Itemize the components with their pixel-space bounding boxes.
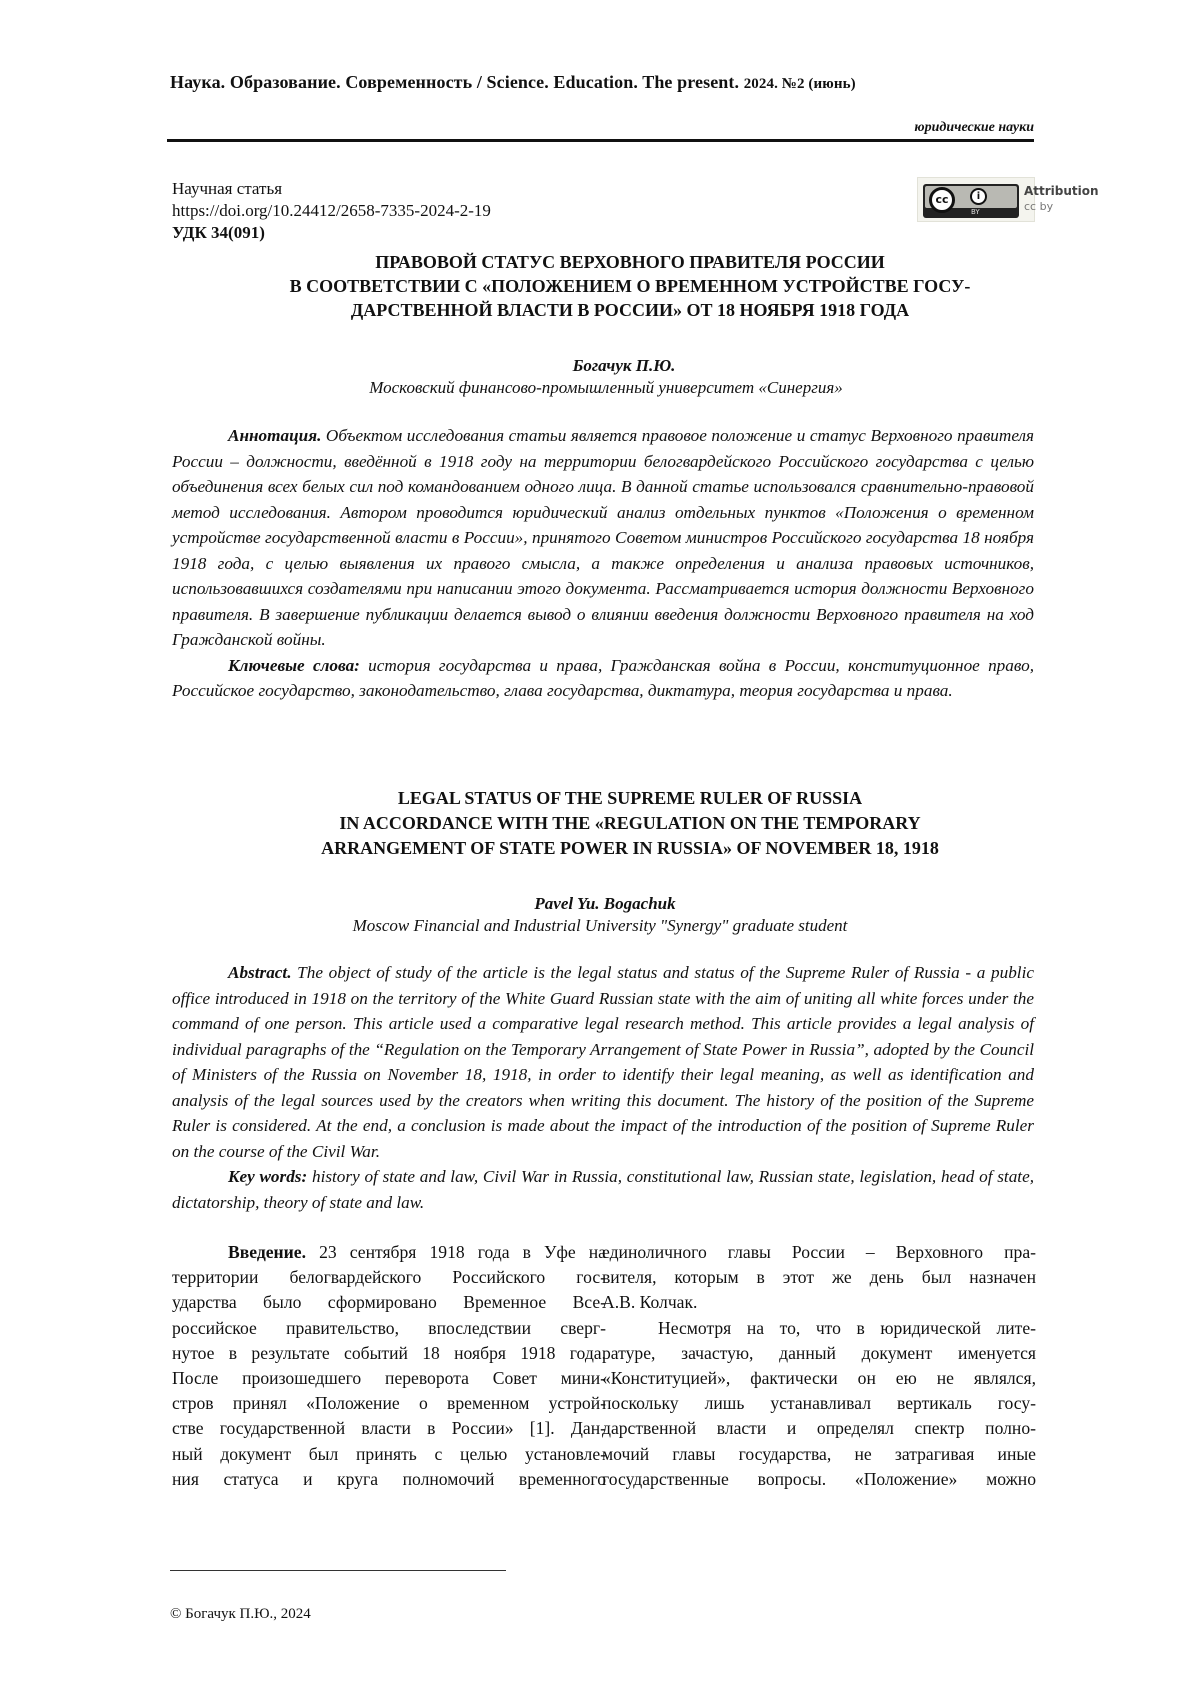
- author-affiliation-en: Moscow Financial and Industrial University "Synergy" graduate student: [352, 916, 848, 935]
- author-block-en: [0, 893, 1200, 937]
- cc-logo-box: [923, 184, 1019, 218]
- keywords-text-en: history of state and law, Civil War in Russia, constitutional law, Russian state, legislation, head of state, dictatorship, theory of state and law.: [172, 1167, 1034, 1212]
- author-name-ru: Богачук П.Ю.: [572, 356, 676, 375]
- keywords-label-en: Key words:: [228, 1167, 308, 1186]
- body-line: ный документ был принять с целью установле-: [172, 1443, 606, 1464]
- abstract-label-en: Abstract.: [228, 963, 292, 982]
- license-text: [1024, 183, 1099, 215]
- body-column-right: [602, 1240, 1036, 1492]
- cc-icon: cc: [929, 187, 955, 213]
- abstract-label-ru: Аннотация.: [228, 426, 322, 445]
- body-line-text: Несмотря на то, что в юридической лите-: [658, 1317, 1036, 1338]
- title-en-line: ARRANGEMENT OF STATE POWER IN RUSSIA» OF NOVEMBER 18, 1918: [321, 838, 939, 858]
- by-person-icon: i: [970, 188, 987, 205]
- section-label: юридические науки: [914, 120, 1034, 135]
- body-line: ударства было сформировано Временное Все-: [172, 1292, 606, 1313]
- title-en-line: LEGAL STATUS OF THE SUPREME RULER OF RUSSIA: [397, 788, 863, 808]
- author-name-en: Pavel Yu. Bogachuk: [534, 894, 676, 913]
- body-line: единоличного главы России – Верховного пра-: [602, 1242, 1036, 1262]
- body-line-text: 23 сентября 1918 года в Уфе на: [319, 1242, 606, 1262]
- footnote-divider: [170, 1570, 506, 1571]
- body-line: стве государственной власти в России» [1]. Дан-: [172, 1418, 606, 1439]
- body-line: стров принял «Положение о временном устрой-: [172, 1393, 606, 1414]
- body-line: А.В. Колчак.: [602, 1292, 698, 1313]
- license-subtitle: cc by: [1024, 200, 1054, 213]
- udk-code: УДК 34(091): [172, 223, 265, 242]
- body-line: дарственной власти и определял спектр полно-: [602, 1418, 1036, 1439]
- author-affiliation-ru: Московский финансово-промышленный университет «Синергия»: [369, 378, 843, 397]
- intro-label: Введение.: [228, 1242, 307, 1262]
- body-line: ратуре, зачастую, данный документ именуется: [602, 1342, 1036, 1363]
- body-line: вителя, которым в этот же день был назначен: [602, 1267, 1036, 1288]
- title-ru-line: ДАРСТВЕННОЙ ВЛАСТИ В РОССИИ» ОТ 18 НОЯБРЯ 1918 ГОДА: [350, 300, 910, 320]
- cc-by-license-badge[interactable]: [917, 177, 1099, 222]
- body-line: [172, 1240, 606, 1265]
- body-line: После произошедшего переворота Совет мини-: [172, 1368, 606, 1389]
- author-block-ru: [0, 355, 1200, 399]
- abstract-ru: [172, 423, 1034, 704]
- abstract-text-ru: Объектом исследования статьи является правовое положение и статус Верховного правителя России – должности, введённой в 1918 году на территории белогвардейского Российского государства с целью объединения всех белых сил под командованием одного лица. В данной статье использовался сравнительно-правовой метод исследования. Автором проводится юридический анализ отдельных пунктов «Положения о временном устройстве государственной власти в России», принятого Советом министров Российского государства 18 ноября 1918 года, с целью выявления их правого смысла, а также определения и анализа правовых источников, использовавшихся создателями при написании этого документа. Рассматривается история должности Верховного правителя. В завершение публикации делается вывод о влиянии введения должности Верховного правителя на ход Гражданской войны.: [172, 426, 1034, 649]
- by-label: BY: [971, 208, 980, 216]
- journal-header: [170, 72, 856, 93]
- body-line: государственные вопросы. «Положение» можно: [602, 1468, 1036, 1489]
- journal-issue: 2024. №2 (июнь): [743, 76, 856, 92]
- body-line: «Конституцией», фактически он ею не являлся,: [602, 1368, 1036, 1389]
- title-ru-line: ПРАВОВОЙ СТАТУС ВЕРХОВНОГО ПРАВИТЕЛЯ РОССИИ: [375, 252, 885, 272]
- body-line: мочий главы государства, не затрагивая иные: [602, 1443, 1036, 1464]
- body-line: нутое в результате событий 18 ноября 1918 года.: [172, 1342, 606, 1363]
- license-title: Attribution: [1024, 184, 1099, 198]
- title-en-line: IN ACCORDANCE WITH THE «REGULATION ON THE TEMPORARY: [339, 813, 921, 833]
- body-line: территории белогвардейского Российского гос-: [172, 1267, 606, 1288]
- article-title-en: [230, 786, 1030, 861]
- body-line: ния статуса и круга полномочий временного: [172, 1468, 606, 1489]
- article-meta: [172, 178, 491, 244]
- body-column-left: [172, 1240, 606, 1492]
- copyright-notice: © Богачук П.Ю., 2024: [170, 1606, 311, 1622]
- body-line: поскольку лишь устанавливал вертикаль госу-: [602, 1393, 1036, 1414]
- abstract-text-en: The object of study of the article is the legal status and status of the Supreme Ruler of Russia - a public office introduced in 1918 on the territory of the White Guard Russian state with the aim of uniting all white forces under the command of one person. This article used a comparative legal research method. This article provides a legal analysis of individual paragraphs of the “Regulation on the Temporary Arrangement of State Power in Russia”, adopted by the Council of Ministers of the Russia on November 18, 1918, in order to identify their legal meaning, as well as identification and analysis of the legal sources used by the creators when writing this document. The history of the position of the Supreme Ruler is considered. At the end, a conclusion is made about the impact of the introduction of the position of Supreme Ruler on the course of the Civil War.: [172, 963, 1034, 1161]
- abstract-en: [172, 960, 1034, 1215]
- journal-title: Наука. Образование. Современность / Science. Education. The present.: [170, 72, 740, 92]
- article-title-ru: [230, 250, 1030, 322]
- header-divider: [167, 139, 1034, 142]
- article-type: Научная статья: [172, 179, 283, 198]
- keywords-label-ru: Ключевые слова:: [228, 655, 360, 675]
- doi-link[interactable]: https://doi.org/10.24412/2658-7335-2024-2-19: [172, 201, 491, 220]
- keywords-text-ru: история государства и права, Гражданская война в России, конституционное право, Российское государство, законодательство, глава государства, диктатура, теория государства и права.: [172, 655, 1034, 700]
- body-line: [602, 1316, 1036, 1341]
- body-line: российское правительство, впоследствии сверг-: [172, 1317, 606, 1338]
- title-ru-line: В СООТВЕТСТВИИ С «ПОЛОЖЕНИЕМ О ВРЕМЕННОМ УСТРОЙСТВЕ ГОСУ-: [289, 276, 971, 296]
